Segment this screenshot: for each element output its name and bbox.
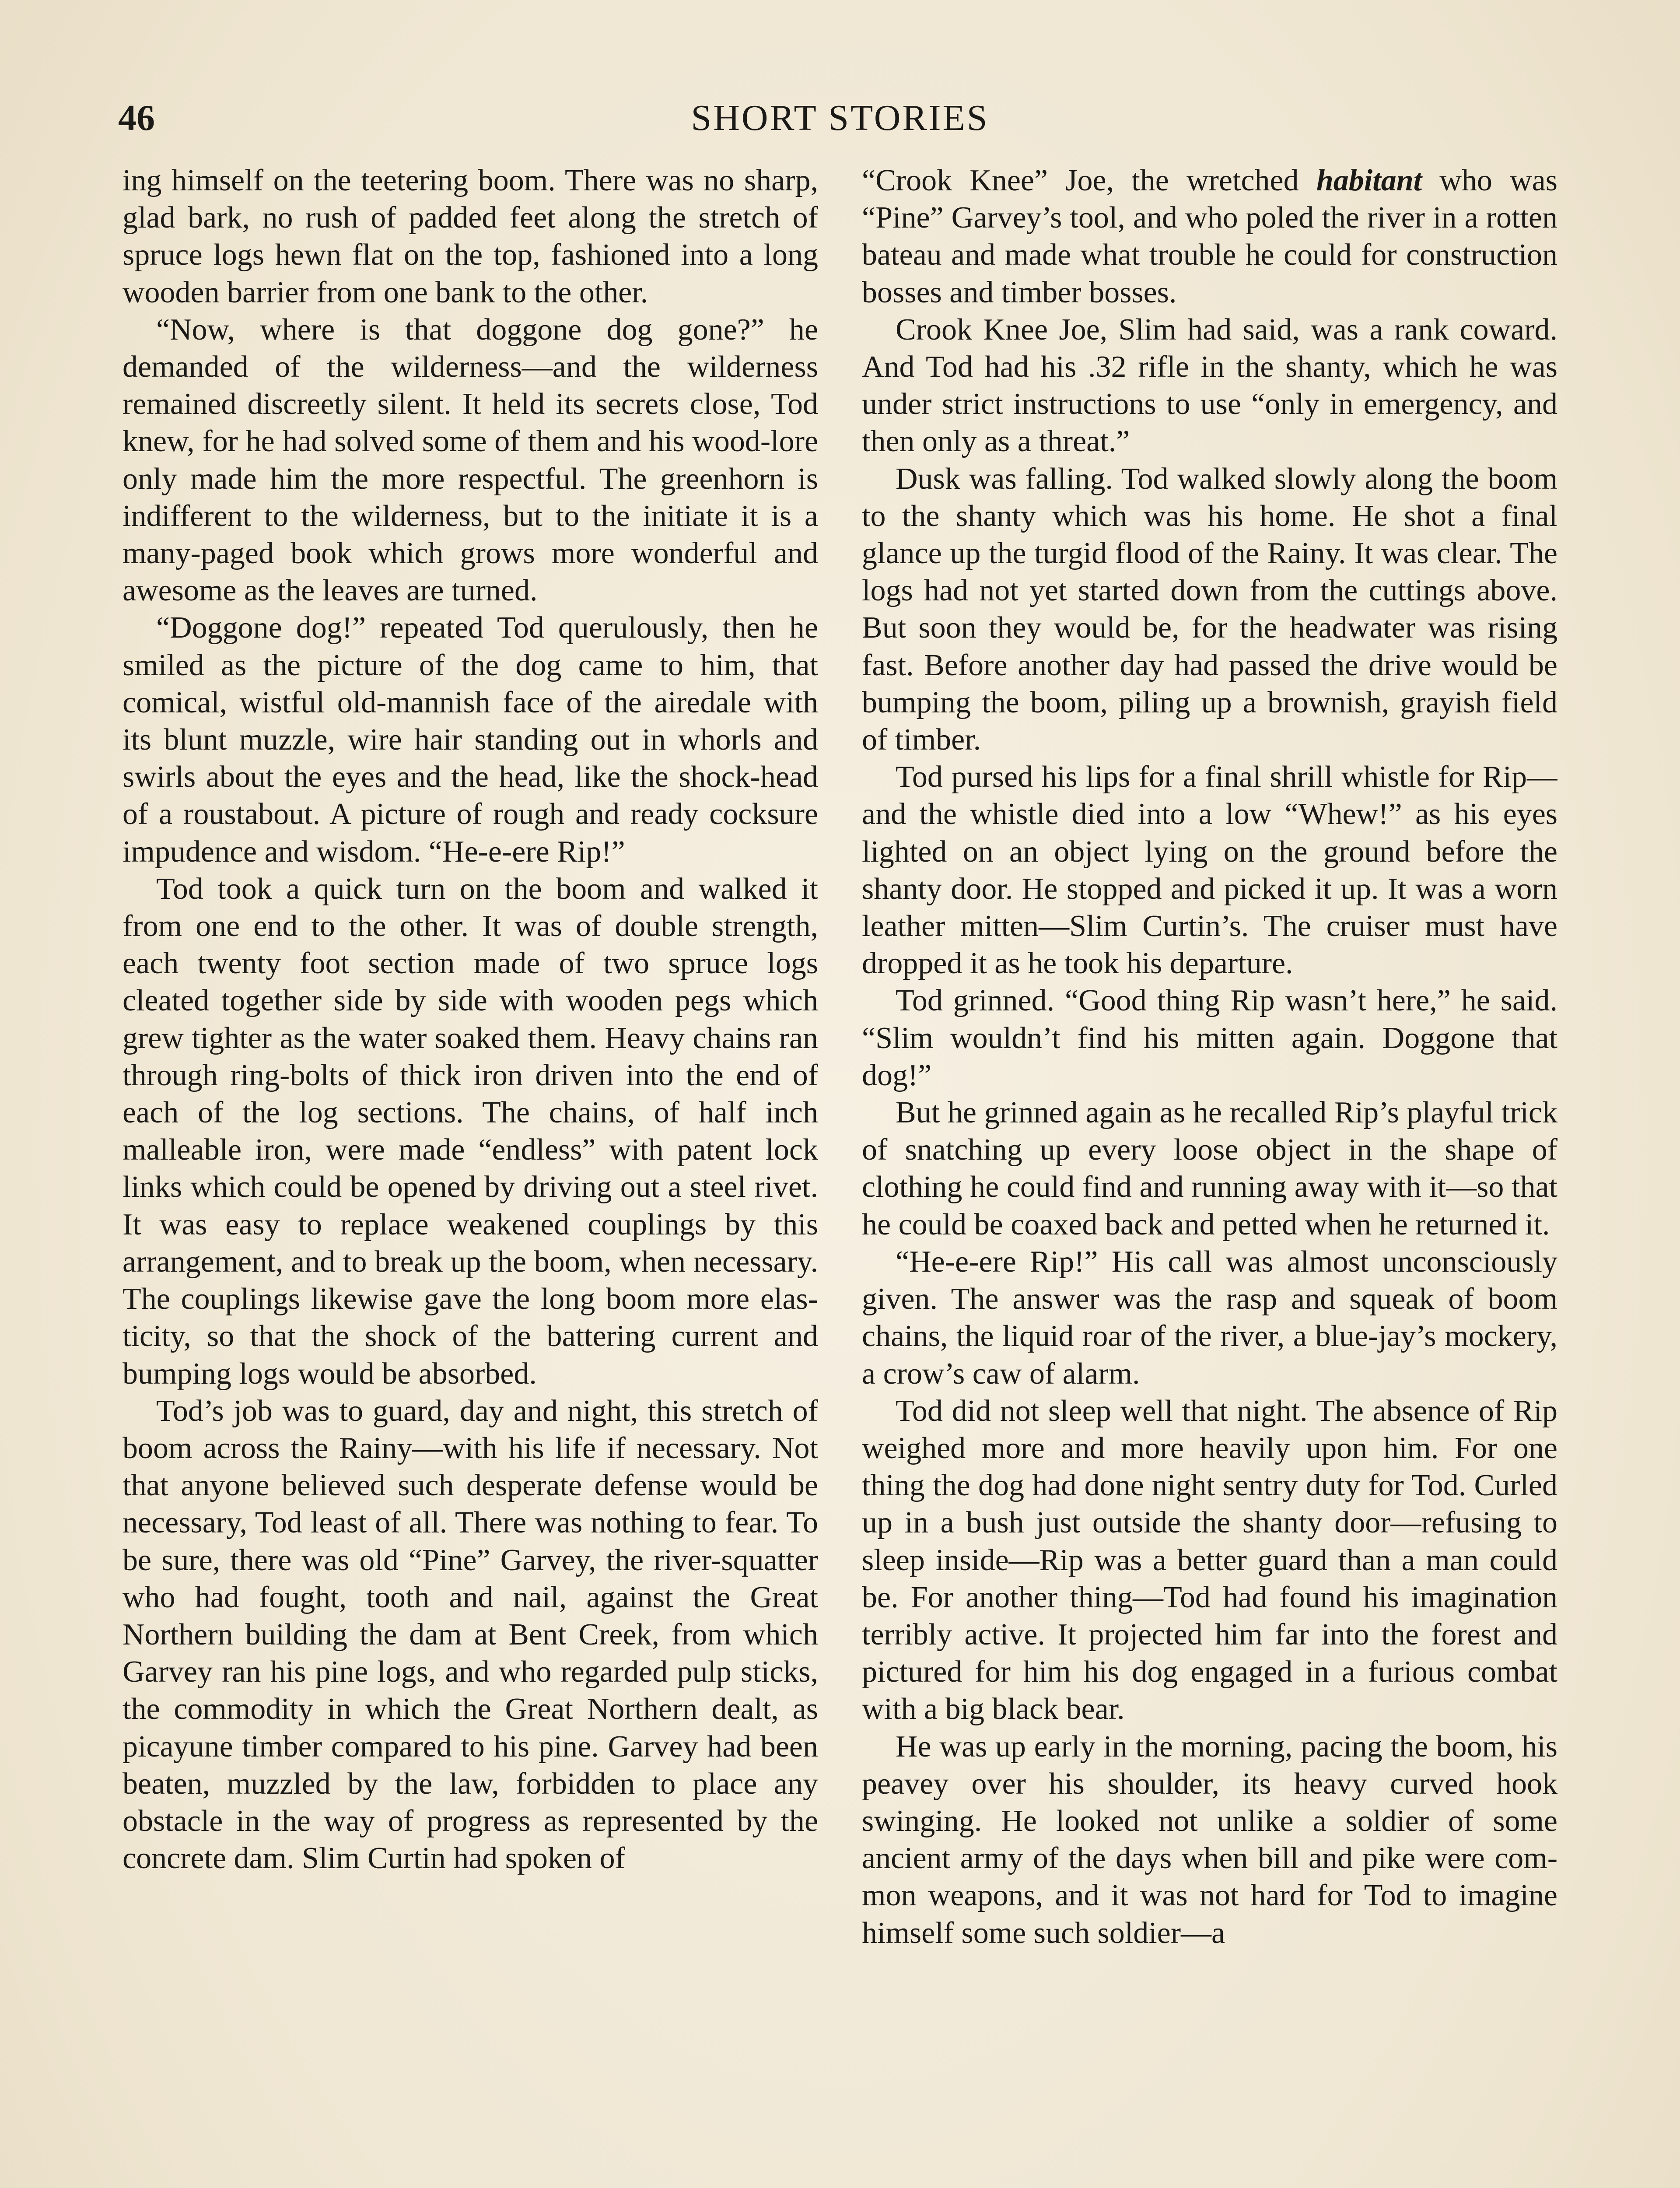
italic-word: habitant xyxy=(1316,164,1422,197)
paragraph: He was up early in the morning, pacing the boom, his peavey over his shoulder, its heavy curved hook swinging. He looked not unlike a soldier of some ancient army of the days when bill and pike were common weapons, and it was not hard for Tod to imagine himself some such soldier—a xyxy=(862,1729,1558,1950)
paragraph: Tod pursed his lips for a final shrill whistle for Rip—and the whistle died into a low “Whew!” as his eyes lighted on an object lying on the ground before the shanty door. He stopped and picked it up. It was a worn leather mitten—Slim Curtin’s. The cruiser must have dropped it as he took his departure. xyxy=(862,760,1558,981)
paragraph: Tod’s job was to guard, day and night, this stretch of boom across the Rainy—with his life if necessary. Not that anyone believed such desperate defense would be necessary, Tod least of all. There was nothing to fear. To be sure, there was old “Pine” Garvey, the river-squatter who had fought, tooth and nail, against the Great Northern building the dam at Bent Creek, from which Garvey ran his pine logs, and who regarded pulp sticks, the commodity in which the Great Northern dealt, as picayune timber compared to his pine. Garvey had been beaten, muzzled by the law, forbidden to place any obstacle in the way of progress as represented by the concrete dam. Slim Curtin had spoken of xyxy=(122,1394,818,1876)
running-title: SHORT STORIES xyxy=(691,98,989,138)
paragraph: “Doggone dog!” repeated Tod querulously, then he smiled as the picture of the dog came to him, that comical, wistful old-mannish face of the airedale with its blunt muzzle, wire hair standing out in whorls and swirls about the eyes and the head, like the shock-head of a roustabout. A picture of rough and ready cocksure impudence and wisdom. “He-e-ere Rip!” xyxy=(122,611,818,869)
paragraph: ing himself on the teetering boom. There was no sharp, glad bark, no rush of padded feet along the stretch of spruce logs hewn flat on the top, fashioned into a long wooden barrier from one bank to the other. xyxy=(122,164,818,309)
page-header xyxy=(118,94,1562,142)
right-column xyxy=(862,162,1558,2188)
paragraph: “Crook Knee” Joe, the wretched habitant who was “Pine” Garvey’s tool, and who poled the river in a rotten bateau and made what trouble he could for construction bosses and timber bosses. xyxy=(862,164,1558,309)
paragraph: “He-e-ere Rip!” His call was almost unconsciously given. The answer was the rasp and squeak of boom chains, the liquid roar of the river, a blue-jay’s mockery, a crow’s caw of alarm. xyxy=(862,1245,1558,1391)
paragraph: Tod grinned. “Good thing Rip wasn’t here,” he said. “Slim wouldn’t find his mitten again. Doggone that dog!” xyxy=(862,984,1558,1092)
paragraph: Tod took a quick turn on the boom and walked it from one end to the other. It was of double strength, each twenty foot section made of two spruce logs cleated together side by side with wooden pegs which grew tighter as the water soaked them. Heavy chains ran through ring-bolts of thick iron driven into the end of each of the log sections. The chains, of half inch malleable iron, were made “endless” with patent lock links which could be opened by driving out a steel rivet. It was easy to replace weakened couplings by this arrangement, and to break up the boom, when necessary. The couplings likewise gave the long boom more elasticity, so that the shock of the battering current and bumping logs would be absorbed. xyxy=(122,872,818,1391)
paragraph: Crook Knee Joe, Slim had said, was a rank coward. And Tod had his .32 rifle in the shanty, which he was under strict instructions to use “only in emergency, and then only as a threat.” xyxy=(862,312,1558,459)
paragraph: But he grinned again as he recalled Rip’s playful trick of snatching up every loose object in the shape of clothing he could find and running away with it—so that he could be coaxed back and petted when he returned it. xyxy=(862,1096,1558,1241)
page-number: 46 xyxy=(118,98,155,138)
left-column xyxy=(122,162,818,2188)
text-columns xyxy=(122,162,1566,2188)
paragraph: Dusk was falling. Tod walked slowly along the boom to the shanty which was his home. He shot a final glance up the turgid flood of the Rainy. It was clear. The logs had not yet started down from the cuttings above. But soon they would be, for the headwater was rising fast. Before another day had passed the drive would be bumping the boom, piling up a brownish, grayish field of timber. xyxy=(862,462,1558,757)
paragraph: Tod did not sleep well that night. The absence of Rip weighed more and more heavily upon him. For one thing the dog had done night sentry duty for Tod. Curled up in a bush just outside the shanty door—refusing to sleep inside—Rip was a better guard than a man could be. For another thing—Tod had found his imagination terribly active. It projected him far into the forest and pictured for him his dog engaged in a furious combat with a big black bear. xyxy=(862,1394,1558,1726)
paragraph: “Now, where is that doggone dog gone?” he demanded of the wilderness—and the wilderness remained discreetly silent. It held its secrets close, Tod knew, for he had solved some of them and his wood-lore only made him the more respectful. The greenhorn is indifferent to the wilderness, but to the initiate it is a many-paged book which grows more wonderful and awesome as the leaves are turned. xyxy=(122,312,818,608)
